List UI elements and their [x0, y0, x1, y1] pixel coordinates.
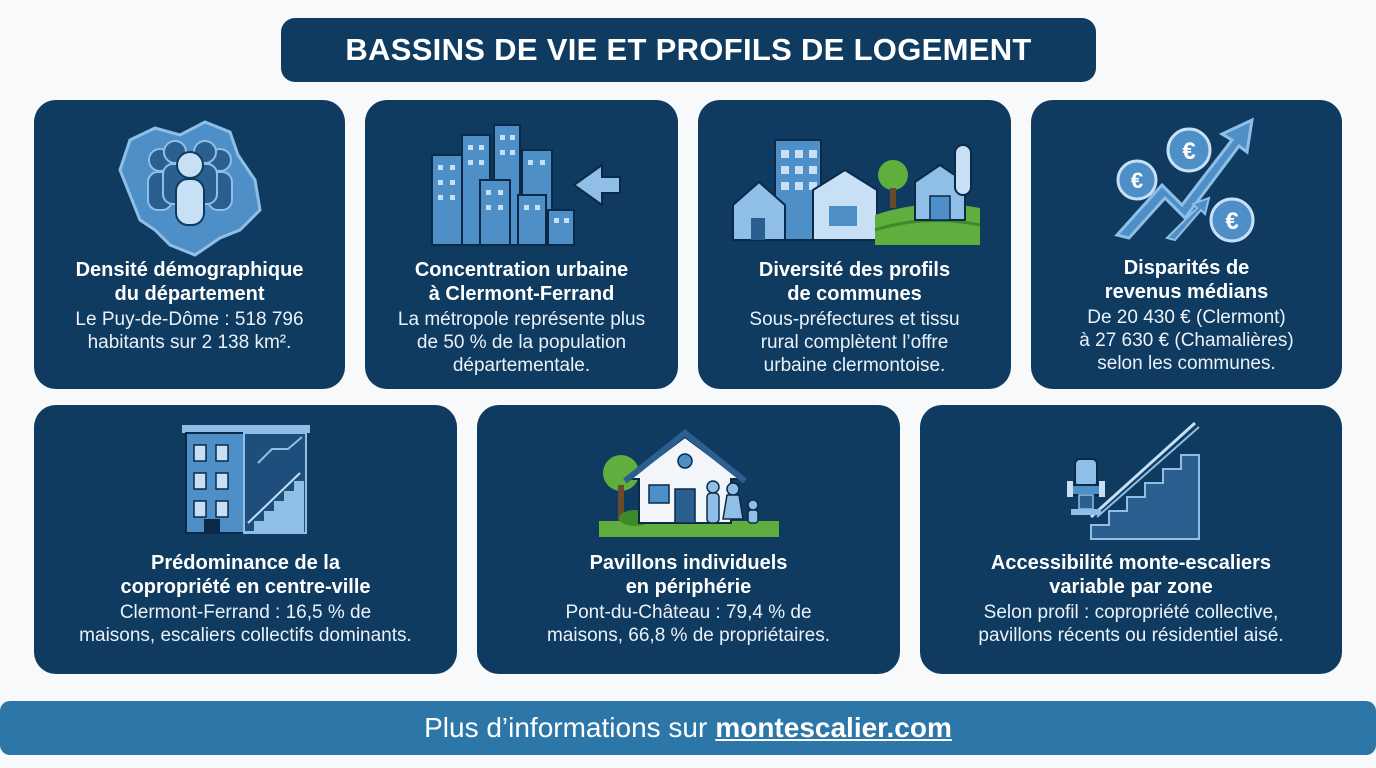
card-body-line2: habitants sur 2 138 km².	[87, 332, 292, 353]
town-countryside-icon	[698, 110, 1011, 250]
svg-text:€: €	[1224, 208, 1239, 235]
card-title-line2: variable par zone	[1049, 576, 1213, 598]
svg-text:€: €	[1130, 168, 1143, 193]
card-body-line1: La métropole représente plus	[397, 309, 646, 330]
card-urban	[365, 100, 678, 389]
card-title-line1: Disparités de	[1123, 257, 1250, 279]
card-body-line2: à 27 630 € (Chamalières)	[1079, 330, 1294, 351]
footer-banner	[0, 701, 1376, 755]
card-title-line2: du département	[114, 283, 265, 305]
card-title-line2: de communes	[787, 283, 922, 305]
card-body-line1: Pont-du-Château : 79,4 % de	[565, 602, 812, 623]
card-title-line1: Pavillons individuels	[589, 552, 788, 574]
card-title-line2: copropriété en centre-ville	[120, 576, 371, 598]
website-link[interactable]: montescalier.com	[715, 712, 952, 743]
card-body-line2: maisons, escaliers collectifs dominants.	[79, 625, 412, 646]
card-body-line2: maisons, 66,8 % de propriétaires.	[546, 625, 831, 646]
card-title-line2: en périphérie	[625, 576, 752, 598]
title-banner	[281, 18, 1096, 82]
card-income	[1031, 100, 1342, 389]
card-body-line1: Clermont-Ferrand : 16,5 % de	[119, 602, 372, 623]
card-body-line3: urbaine clermontoise.	[763, 355, 946, 376]
card-title-line1: Prédominance de la	[151, 552, 340, 574]
svg-text:€: €	[1181, 138, 1196, 165]
card-diversity	[698, 100, 1011, 389]
card-title-line2: revenus médians	[1104, 281, 1269, 303]
card-title-line1: Accessibilité monte-escaliers	[990, 552, 1272, 574]
card-body-line3: départementale.	[452, 355, 591, 376]
page-title: BASSINS DE VIE ET PROFILS DE LOGEMENT	[345, 32, 1032, 67]
card-title-line1: Densité démographique	[75, 259, 304, 281]
euro-growth-icon	[1031, 110, 1342, 250]
card-coownership	[34, 405, 457, 674]
card-title-line1: Diversité des profils	[758, 259, 951, 281]
footer-text: Plus d’informations sur	[424, 712, 708, 743]
card-body-line2: pavillons récents ou résidentiel aisé.	[978, 625, 1284, 646]
card-body-line2: de 50 % de la population	[416, 332, 627, 353]
card-body-line1: Le Puy-de-Dôme : 518 796	[75, 309, 304, 330]
population-map-icon	[34, 110, 345, 260]
card-body-line3: selon les communes.	[1097, 353, 1276, 374]
card-body-line1: Selon profil : copropriété collective,	[983, 602, 1279, 623]
city-arrow-icon	[365, 110, 678, 250]
card-title-line1: Concentration urbaine	[414, 259, 629, 281]
card-body-line2: rural complètent l’offre	[760, 332, 949, 353]
card-body-line1: Sous-préfectures et tissu	[749, 309, 960, 330]
apartment-stairs-icon	[34, 423, 457, 535]
stairlift-icon	[920, 421, 1342, 541]
card-density	[34, 100, 345, 389]
card-body-line1: De 20 430 € (Clermont)	[1087, 307, 1286, 328]
card-houses	[477, 405, 900, 674]
card-title-line2: à Clermont-Ferrand	[428, 283, 615, 305]
card-stairlift	[920, 405, 1342, 674]
family-house-icon	[477, 423, 900, 538]
